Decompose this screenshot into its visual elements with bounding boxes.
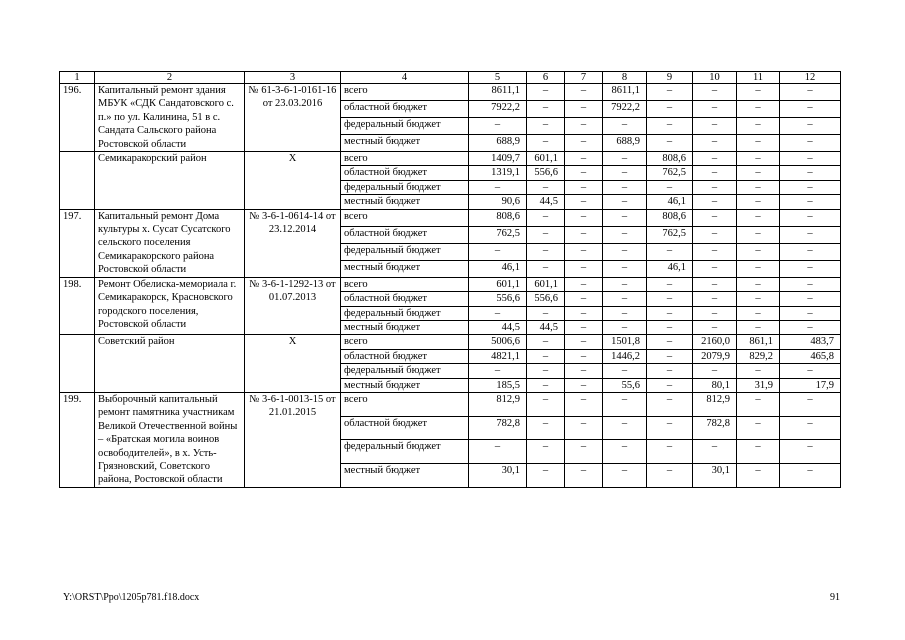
value-cell: – xyxy=(737,306,780,320)
column-header: 8 xyxy=(603,72,647,84)
value-cell: 8611,1 xyxy=(469,84,527,101)
funding-source: местный бюджет xyxy=(341,464,469,488)
value-cell: – xyxy=(469,306,527,320)
value-cell: – xyxy=(737,84,780,101)
value-cell: 2079,9 xyxy=(693,349,737,363)
value-cell: – xyxy=(603,416,647,440)
value-cell: – xyxy=(693,440,737,464)
value-cell: – xyxy=(693,84,737,101)
value-cell: – xyxy=(780,277,841,291)
value-cell: – xyxy=(527,243,565,260)
value-cell: – xyxy=(780,320,841,334)
value-cell: – xyxy=(527,364,565,378)
value-cell: – xyxy=(647,440,693,464)
value-cell: – xyxy=(737,277,780,291)
value-cell: – xyxy=(737,166,780,180)
value-cell: – xyxy=(693,152,737,166)
document-reference: № 61-3-6-1-0161-16 от 23.03.2016 xyxy=(245,84,341,152)
value-cell: – xyxy=(603,243,647,260)
value-cell: – xyxy=(780,440,841,464)
value-cell: – xyxy=(693,195,737,209)
value-cell: – xyxy=(780,416,841,440)
value-cell: 44,5 xyxy=(527,320,565,334)
column-header: 3 xyxy=(245,72,341,84)
value-cell: – xyxy=(737,260,780,277)
funding-source: областной бюджет xyxy=(341,416,469,440)
value-cell: – xyxy=(693,135,737,152)
value-cell: 556,6 xyxy=(527,166,565,180)
value-cell: – xyxy=(565,320,603,334)
value-cell: – xyxy=(780,209,841,226)
value-cell: – xyxy=(603,292,647,306)
value-cell: – xyxy=(647,101,693,118)
value-cell: 30,1 xyxy=(693,464,737,488)
value-cell: – xyxy=(603,277,647,291)
value-cell: 7922,2 xyxy=(469,101,527,118)
table-row xyxy=(60,392,841,416)
value-cell: – xyxy=(565,378,603,392)
value-cell: 762,5 xyxy=(647,226,693,243)
table-row xyxy=(60,152,841,166)
value-cell: – xyxy=(780,84,841,101)
value-cell: – xyxy=(737,243,780,260)
column-header: 9 xyxy=(647,72,693,84)
value-cell: 808,6 xyxy=(647,209,693,226)
value-cell: – xyxy=(603,180,647,194)
column-header: 7 xyxy=(565,72,603,84)
funding-source: областной бюджет xyxy=(341,101,469,118)
document-reference: Х xyxy=(245,335,341,393)
column-header: 2 xyxy=(95,72,245,84)
value-cell: – xyxy=(565,243,603,260)
value-cell: – xyxy=(647,416,693,440)
value-cell: – xyxy=(647,118,693,135)
value-cell: – xyxy=(527,84,565,101)
budget-table xyxy=(59,71,841,488)
value-cell: – xyxy=(603,440,647,464)
value-cell: – xyxy=(693,101,737,118)
value-cell: – xyxy=(780,226,841,243)
table-row xyxy=(60,277,841,291)
value-cell: – xyxy=(780,464,841,488)
funding-source: местный бюджет xyxy=(341,135,469,152)
funding-source: местный бюджет xyxy=(341,195,469,209)
value-cell: 7922,2 xyxy=(603,101,647,118)
value-cell: – xyxy=(647,349,693,363)
value-cell: – xyxy=(527,349,565,363)
funding-source: областной бюджет xyxy=(341,349,469,363)
value-cell: – xyxy=(469,180,527,194)
value-cell: – xyxy=(565,416,603,440)
document-reference: № 3-6-1-0013-15 от 21.01.2015 xyxy=(245,392,341,487)
value-cell: 46,1 xyxy=(647,260,693,277)
value-cell: – xyxy=(693,243,737,260)
funding-source: всего xyxy=(341,209,469,226)
value-cell: – xyxy=(780,152,841,166)
value-cell: – xyxy=(527,135,565,152)
value-cell: – xyxy=(737,180,780,194)
value-cell: 46,1 xyxy=(647,195,693,209)
value-cell: – xyxy=(737,118,780,135)
object-name: Советский район xyxy=(95,335,245,393)
item-number: 199. xyxy=(60,392,95,487)
value-cell: – xyxy=(780,243,841,260)
value-cell: – xyxy=(469,243,527,260)
item-number: 196. xyxy=(60,84,95,152)
funding-source: федеральный бюджет xyxy=(341,306,469,320)
value-cell: – xyxy=(603,306,647,320)
footer-file-path: Y:\ORST\Ppo\1205p781.f18.docx xyxy=(63,592,200,603)
column-header: 11 xyxy=(737,72,780,84)
value-cell: – xyxy=(737,226,780,243)
funding-source: федеральный бюджет xyxy=(341,440,469,464)
value-cell: 2160,0 xyxy=(693,335,737,349)
value-cell: 8611,1 xyxy=(603,84,647,101)
footer-page-number: 91 xyxy=(830,592,840,603)
value-cell: 556,6 xyxy=(469,292,527,306)
value-cell: – xyxy=(565,152,603,166)
value-cell: – xyxy=(737,209,780,226)
value-cell: – xyxy=(527,464,565,488)
value-cell: – xyxy=(780,292,841,306)
value-cell: – xyxy=(527,118,565,135)
table-row xyxy=(60,84,841,101)
document-reference: № 3-6-1-1292-13 от 01.07.2013 xyxy=(245,277,341,335)
funding-source: областной бюджет xyxy=(341,292,469,306)
value-cell: – xyxy=(693,277,737,291)
object-name: Выборочный капитальный ремонт памятника участникам Великой Отечественной войны – «Братская могила воинов освободителей», в х. Усть-Грязновский, Советского района, Ростовской области xyxy=(95,392,245,487)
value-cell: – xyxy=(603,209,647,226)
item-number: 197. xyxy=(60,209,95,277)
value-cell: 601,1 xyxy=(527,152,565,166)
value-cell: – xyxy=(603,392,647,416)
value-cell: – xyxy=(603,364,647,378)
object-name: Капитальный ремонт здания МБУК «СДК Сандатовского с. п.» по ул. Калинина, 51 в с. Сандата Сальского района Ростовской области xyxy=(95,84,245,152)
value-cell: – xyxy=(565,464,603,488)
value-cell: 17,9 xyxy=(780,378,841,392)
funding-source: областной бюджет xyxy=(341,226,469,243)
value-cell: – xyxy=(737,152,780,166)
value-cell: – xyxy=(737,135,780,152)
value-cell: – xyxy=(693,260,737,277)
value-cell: 30,1 xyxy=(469,464,527,488)
value-cell: – xyxy=(780,135,841,152)
value-cell: – xyxy=(527,378,565,392)
item-number xyxy=(60,335,95,393)
value-cell: – xyxy=(603,152,647,166)
funding-source: федеральный бюджет xyxy=(341,118,469,135)
value-cell: 808,6 xyxy=(469,209,527,226)
value-cell: – xyxy=(693,166,737,180)
value-cell: – xyxy=(647,364,693,378)
value-cell: – xyxy=(647,243,693,260)
value-cell: – xyxy=(565,349,603,363)
document-reference: Х xyxy=(245,152,341,210)
value-cell: – xyxy=(565,392,603,416)
value-cell: – xyxy=(469,440,527,464)
value-cell: – xyxy=(527,416,565,440)
value-cell: 185,5 xyxy=(469,378,527,392)
value-cell: 601,1 xyxy=(527,277,565,291)
value-cell: – xyxy=(647,180,693,194)
value-cell: 46,1 xyxy=(469,260,527,277)
value-cell: – xyxy=(527,101,565,118)
funding-source: федеральный бюджет xyxy=(341,364,469,378)
value-cell: – xyxy=(693,364,737,378)
value-cell: – xyxy=(737,416,780,440)
value-cell: – xyxy=(565,118,603,135)
value-cell: – xyxy=(565,101,603,118)
value-cell: 782,8 xyxy=(693,416,737,440)
value-cell: – xyxy=(647,84,693,101)
value-cell: – xyxy=(647,335,693,349)
value-cell: 1501,8 xyxy=(603,335,647,349)
funding-source: всего xyxy=(341,392,469,416)
column-header: 6 xyxy=(527,72,565,84)
value-cell: 31,9 xyxy=(737,378,780,392)
value-cell: – xyxy=(469,118,527,135)
value-cell: 688,9 xyxy=(603,135,647,152)
value-cell: – xyxy=(469,364,527,378)
value-cell: – xyxy=(780,166,841,180)
value-cell: – xyxy=(603,118,647,135)
value-cell: 812,9 xyxy=(469,392,527,416)
value-cell: 861,1 xyxy=(737,335,780,349)
value-cell: 483,7 xyxy=(780,335,841,349)
value-cell: – xyxy=(603,166,647,180)
table-row xyxy=(60,335,841,349)
value-cell: – xyxy=(780,364,841,378)
value-cell: – xyxy=(647,464,693,488)
value-cell: – xyxy=(647,306,693,320)
value-cell: – xyxy=(565,260,603,277)
value-cell: – xyxy=(527,226,565,243)
column-header: 4 xyxy=(341,72,469,84)
value-cell: – xyxy=(693,306,737,320)
value-cell: – xyxy=(565,135,603,152)
object-name: Ремонт Обелиска-мемориала г. Семикаракорск, Красновского городского поселения, Ростовской области xyxy=(95,277,245,335)
value-cell: 829,2 xyxy=(737,349,780,363)
object-name: Семикаракорский район xyxy=(95,152,245,210)
value-cell: 556,6 xyxy=(527,292,565,306)
funding-source: всего xyxy=(341,335,469,349)
value-cell: – xyxy=(647,392,693,416)
column-header: 12 xyxy=(780,72,841,84)
funding-source: местный бюджет xyxy=(341,320,469,334)
value-cell: – xyxy=(693,180,737,194)
value-cell: – xyxy=(565,292,603,306)
value-cell: – xyxy=(527,392,565,416)
value-cell: 4821,1 xyxy=(469,349,527,363)
value-cell: 1446,2 xyxy=(603,349,647,363)
value-cell: – xyxy=(565,166,603,180)
value-cell: – xyxy=(780,260,841,277)
header-row xyxy=(60,72,841,84)
value-cell: – xyxy=(527,209,565,226)
value-cell: – xyxy=(780,392,841,416)
value-cell: – xyxy=(780,118,841,135)
value-cell: – xyxy=(565,209,603,226)
value-cell: – xyxy=(737,464,780,488)
value-cell: – xyxy=(780,306,841,320)
value-cell: – xyxy=(527,180,565,194)
value-cell: – xyxy=(737,320,780,334)
value-cell: – xyxy=(565,335,603,349)
value-cell: – xyxy=(647,320,693,334)
value-cell: – xyxy=(647,277,693,291)
value-cell: – xyxy=(693,292,737,306)
value-cell: – xyxy=(737,392,780,416)
value-cell: – xyxy=(603,260,647,277)
funding-source: всего xyxy=(341,152,469,166)
column-header: 1 xyxy=(60,72,95,84)
value-cell: 80,1 xyxy=(693,378,737,392)
funding-source: федеральный бюджет xyxy=(341,180,469,194)
value-cell: 808,6 xyxy=(647,152,693,166)
value-cell: – xyxy=(603,464,647,488)
funding-source: всего xyxy=(341,84,469,101)
value-cell: – xyxy=(603,195,647,209)
value-cell: – xyxy=(780,195,841,209)
value-cell: – xyxy=(737,364,780,378)
value-cell: 782,8 xyxy=(469,416,527,440)
value-cell: – xyxy=(527,260,565,277)
object-name: Капитальный ремонт Дома культуры х. Сусат Сусатского сельского поселения Семикаракорского района Ростовской области xyxy=(95,209,245,277)
value-cell: 44,5 xyxy=(527,195,565,209)
value-cell: 601,1 xyxy=(469,277,527,291)
value-cell: 762,5 xyxy=(647,166,693,180)
funding-source: местный бюджет xyxy=(341,378,469,392)
table-row xyxy=(60,209,841,226)
value-cell: – xyxy=(693,118,737,135)
value-cell: 465,8 xyxy=(780,349,841,363)
funding-source: всего xyxy=(341,277,469,291)
value-cell: – xyxy=(565,84,603,101)
value-cell: – xyxy=(737,101,780,118)
item-number: 198. xyxy=(60,277,95,335)
value-cell: – xyxy=(693,320,737,334)
value-cell: – xyxy=(565,180,603,194)
value-cell: – xyxy=(565,226,603,243)
value-cell: – xyxy=(603,226,647,243)
value-cell: – xyxy=(565,195,603,209)
value-cell: – xyxy=(647,292,693,306)
document-reference: № 3-6-1-0614-14 от 23.12.2014 xyxy=(245,209,341,277)
value-cell: 5006,6 xyxy=(469,335,527,349)
value-cell: 1409,7 xyxy=(469,152,527,166)
value-cell: – xyxy=(565,306,603,320)
funding-source: местный бюджет xyxy=(341,260,469,277)
funding-source: областной бюджет xyxy=(341,166,469,180)
value-cell: – xyxy=(693,209,737,226)
value-cell: – xyxy=(780,180,841,194)
value-cell: 44,5 xyxy=(469,320,527,334)
value-cell: – xyxy=(647,135,693,152)
value-cell: – xyxy=(527,335,565,349)
value-cell: – xyxy=(737,440,780,464)
value-cell: 812,9 xyxy=(693,392,737,416)
value-cell: 1319,1 xyxy=(469,166,527,180)
value-cell: – xyxy=(603,320,647,334)
value-cell: – xyxy=(780,101,841,118)
value-cell: 55,6 xyxy=(603,378,647,392)
value-cell: – xyxy=(565,364,603,378)
value-cell: – xyxy=(527,440,565,464)
value-cell: – xyxy=(565,440,603,464)
column-header: 10 xyxy=(693,72,737,84)
value-cell: – xyxy=(527,306,565,320)
funding-source: федеральный бюджет xyxy=(341,243,469,260)
value-cell: 762,5 xyxy=(469,226,527,243)
value-cell: 688,9 xyxy=(469,135,527,152)
column-header: 5 xyxy=(469,72,527,84)
value-cell: – xyxy=(647,378,693,392)
value-cell: – xyxy=(693,226,737,243)
item-number xyxy=(60,152,95,210)
value-cell: – xyxy=(737,195,780,209)
table-body xyxy=(60,72,841,488)
value-cell: – xyxy=(565,277,603,291)
value-cell: – xyxy=(737,292,780,306)
value-cell: 90,6 xyxy=(469,195,527,209)
